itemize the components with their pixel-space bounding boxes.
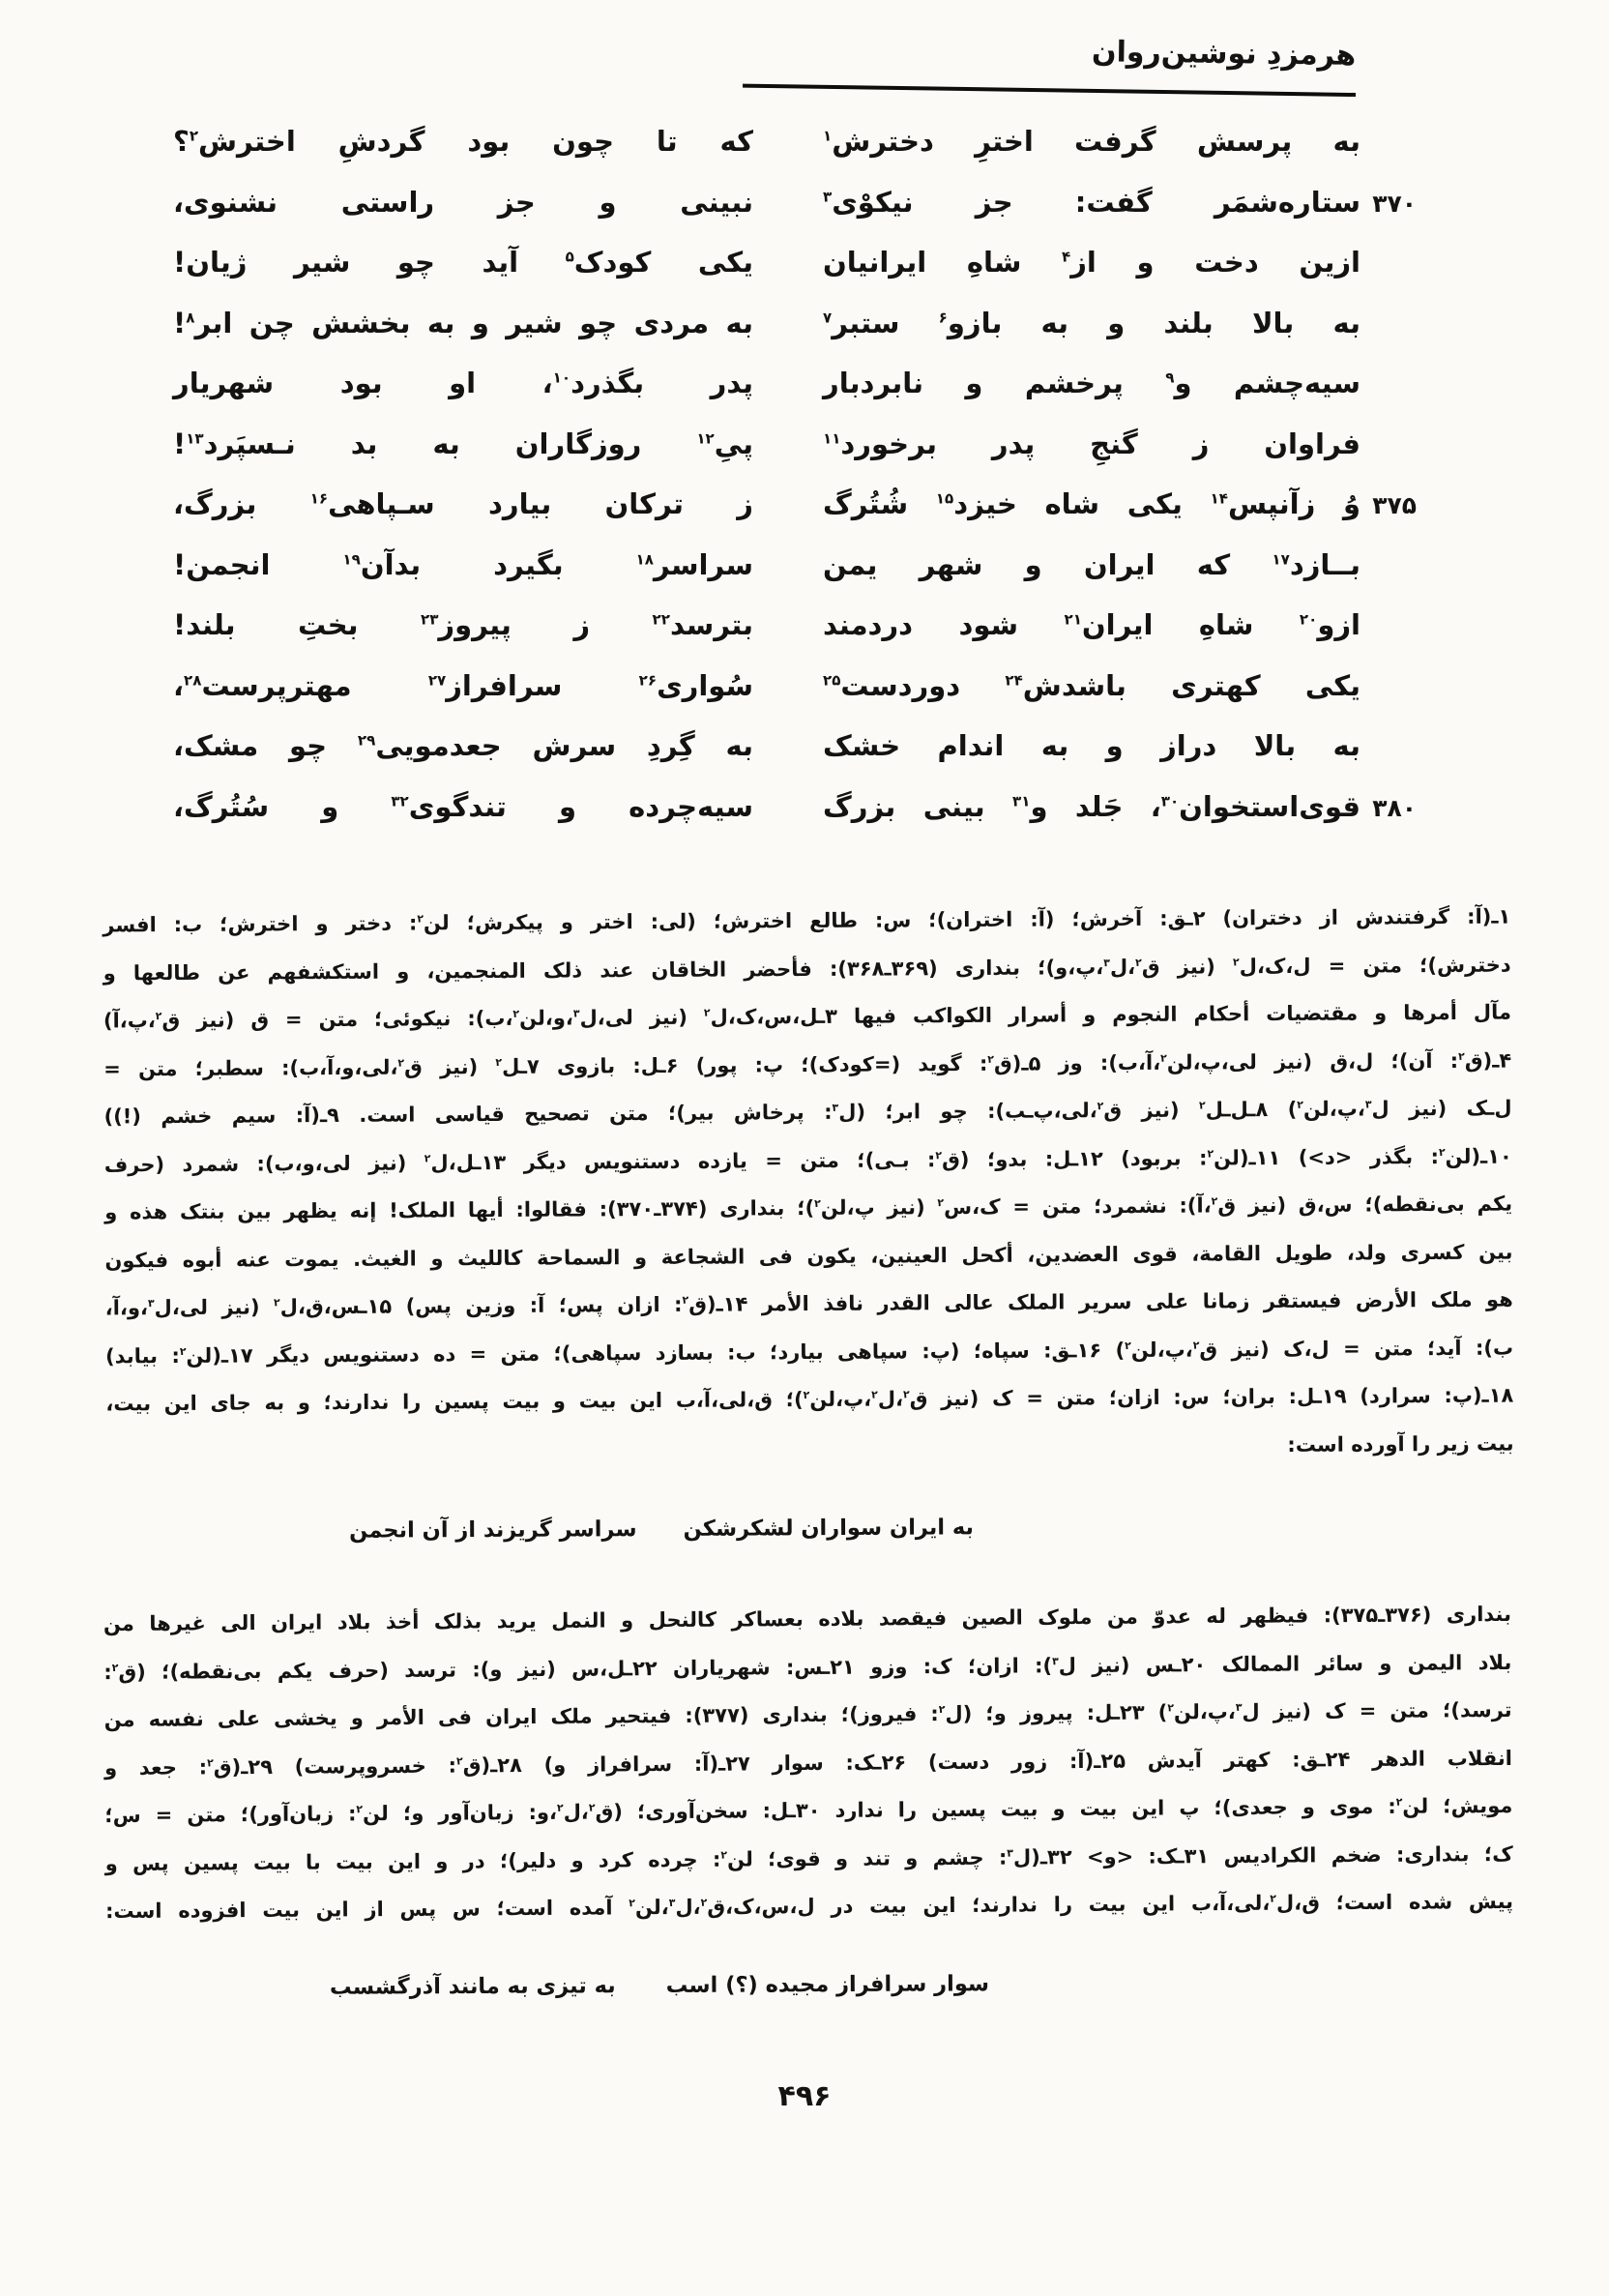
- hemistich-second: به گِردِ سرش جعدمویی$^{۲۹}$ چو مشک،: [173, 729, 754, 762]
- hemistich-first: به بالا دراز و به اندام خشک: [823, 729, 1360, 762]
- poem-couplet: [173, 419, 1417, 480]
- hemistich-second: یکی کودک$^۵$ آید چو شیر ژیان!: [173, 246, 753, 279]
- hemistich-first: یکی کهتری باشدش$^{۲۴}$ دوردست$^{۲۵}$: [823, 668, 1360, 702]
- hemistich-first: به بالا بلند و به بازو$^۶$ ستبر$^۷$: [823, 306, 1360, 339]
- poem-couplet: [173, 721, 1417, 781]
- header-rule: [743, 84, 1356, 97]
- apparatus-line: ک؛ بنداری: ضخم الکرادیس ۳۱ـک: <و> ۳۲ـ(ل$^۳$: چشم و تند و قوی؛ لن$^۲$: چرده کرد و دلیر)؛ در و این بیت با بیت پسین پس و: [104, 1841, 1513, 1875]
- apparatus-line: بیت زیر را آورده است:: [1287, 1431, 1514, 1457]
- apparatus-line: ترسد)؛ متن = ک (نیز ل$^۳$،پ،لن$^۲$) ۲۳ـل: پیروز و؛ (ل$^۲$: فیروز)؛ بنداری (۳۷۷): فیتحیر ملک ایران فی الأمر و یخشی علی نفسه من: [103, 1697, 1512, 1732]
- poem-couplet: [173, 298, 1417, 359]
- hemistich-first: به پرسش گرفت اخترِ دخترش$^۱$: [823, 125, 1360, 158]
- poem-section: [173, 116, 1417, 841]
- poem-couplet: [173, 479, 1417, 540]
- verse-number: [1360, 751, 1417, 755]
- running-header-title: هرمزدِ نوشین‌روان: [1091, 35, 1357, 73]
- verse-number: ۳۷۰: [1372, 189, 1417, 218]
- hemistich-second: به مردی چو شیر و به بخشش چن ابر$^۸$!: [173, 306, 753, 339]
- apparatus-inline-verse: [0, 1969, 1464, 2003]
- verse-number: [1360, 268, 1417, 272]
- verse-number: ۳۷۵: [1372, 491, 1417, 519]
- verse-number: [1360, 389, 1417, 393]
- apparatus-line: دخترش)؛ متن = ل،ک،ل$^۲$ (نیز ق$^۲$،ل$^۳$،پ،و)؛ بنداری (۳۶۹ـ۳۶۸): فأحضر الخاقان عند ذلک المنجمین، و استکشفهم عن طالعها و: [102, 953, 1511, 985]
- hemistich-first: به ایران سواران لشکرشکن: [683, 1515, 975, 1542]
- verse-number: [1360, 450, 1417, 454]
- hemistich-first: ستاره‌شمَر گفت: جز نیکوْی$^۳$: [823, 185, 1360, 219]
- verse-number: ۳۸۰: [1372, 793, 1417, 822]
- poem-couplet: [173, 358, 1417, 419]
- poem-couplet: [173, 116, 1417, 177]
- hemistich-second: نبینی و جز راستی نشنوی،: [173, 185, 753, 219]
- hemistich-second: ز ترکان بیارد سـپاهی$^{۱۶}$ بزرگ،: [173, 487, 753, 520]
- apparatus-line: ۴ـ(ق$^۲$: آن)؛ ل،ق (نیز لی،پ،لن$^۲$،آ،ب): وز ۵ـ(ق$^۲$: گوید (=کودک)؛ پ: پور) ۶ـل: بازوی ۷ـل$^۲$ (نیز ق$^۲$،لی،و،آ،ب): سطبر؛ متن =: [103, 1048, 1512, 1080]
- poem-couplet: [173, 237, 1417, 298]
- poem-couplet: [173, 661, 1417, 721]
- hemistich-second: بترسد$^{۲۲}$ ز پیروز$^{۲۳}$ بختِ بلند!: [173, 608, 753, 641]
- apparatus-block-2: [103, 1591, 1513, 1936]
- apparatus-line: هو ملک الأرض فیستقر زمانا علی سریر الملک عالی القدر نافذ الأمر ۱۴ـ(ق$^۲$: ازان پس؛ آ: وزین پس) ۱۵ـس،ق،ل$^۲$ (نیز لی،ل$^۳$،و،آ،: [104, 1287, 1513, 1320]
- apparatus-line: ۱۸ـ(پ: سرارد) ۱۹ـل: بران؛ س: ازان؛ متن = ک (نیز ق$^۲$،ل$^۲$،پ،لن$^۲$)؛ ق،لی،آ،ب این بیت و بیت پسین را ندارند؛ و به جای این بیت،: [105, 1383, 1514, 1416]
- apparatus-line: مآل أمرها و مقتضیات أحکام النجوم و أسرار الکواکب فیها ۳ـل،س،ک،ل$^۲$ (نیز لی،ل$^۳$،و،لن$^۲$،ب): نیکوئی؛ متن = ق (نیز ق$^۲$،پ،آ): [102, 1000, 1512, 1033]
- apparatus-line: ۱ـ(آ: گرفتندش از دختران) ۲ـق: آخرش؛ (آ: اختران)؛ س: طالع اخترش؛ (لی: اختر و پیکرش؛ لن$^۲$: دختر و اخترش؛ ب: افسر: [102, 904, 1511, 937]
- apparatus-line: بلاد الیمن و سائر الممالک ۲۰ـس (نیز ل$^۳$): ازان؛ ک: وزو ۲۱ـس: شهریاران ۲۲ـل،س (نیز و): ترسد (حرف یکم بی‌نقطه)؛ (ق$^۲$:: [103, 1650, 1512, 1684]
- hemistich-first: ازین دخت و از$^۴$ شاهِ ایرانیان: [823, 246, 1360, 279]
- verse-number: [1360, 692, 1417, 695]
- apparatus-line: ل‌ـک (نیز ل$^۳$،پ،لن$^۲$) ۸ـل‌ـل$^۲$ (نیز ق$^۲$،لی،پ‌ـب): چو ابر؛ (ل$^۳$: پرخاش بیر)؛ متن تصحیح قیاسی است. ۹ـ(آ: سیم خشم (!)): [103, 1096, 1512, 1129]
- hemistich-second: که تا چون بود گردشِ اخترش$^۲$؟: [173, 125, 753, 158]
- apparatus-block-1: [102, 894, 1514, 1477]
- apparatus-line: مویش؛ لن$^۲$: موی و جعدی)؛ پ این بیت و بیت پسین را ندارد ۳۰ـل: سخن‌آوری؛ (ق$^۲$،ل$^۲$،و: زبان‌آور و؛ لن$^۲$: زبان‌آور)؛ متن = س؛: [104, 1793, 1513, 1828]
- hemistich-second: پدر بگذرد$^{۱۰}$، او بود شهریار: [173, 367, 753, 399]
- hemistich-second: به تیزی به مانند آذرگشسب: [329, 1973, 616, 2000]
- apparatus-line: ۱۰ـ(لن$^۲$: بگذر <د>) ۱۱ـ(لن$^۲$: بربود) ۱۲ـل: بدو؛ (ق$^۲$: بـی)؛ متن = یازده دستنویس دیگر ۱۳ـل،ل$^۲$ (نیز لی،و،ب): شمرد (حرف: [103, 1144, 1512, 1176]
- apparatus-line: بنداری (۳۷۶ـ۳۷۵): فیظهر له عدوّ من ملوک الصین فیقصد بلاده بعساکر کالنحل و النمل یرید بذلک أخذ بلاد ایران الی غیرها من: [102, 1602, 1512, 1636]
- hemistich-second: سُواری$^{۲۶}$ سرافراز$^{۲۷}$ مهترپرست$^{۲۸}$،: [173, 668, 753, 702]
- verse-number: [1360, 147, 1417, 151]
- poem-couplet: [173, 781, 1417, 842]
- apparatus-line: پیش شده است؛ ق،ل$^۲$،لی،آ،ب این بیت را ندارند؛ این بیت در ل،س،ک،ق$^۲$،ل$^۳$،لن$^۲$ آمده است؛ س پس از این بیت افزوده است:: [104, 1889, 1514, 1924]
- apparatus-line: ب): آید؛ متن = ل،ک (نیز ق$^۲$،پ،لن$^۲$) ۱۶ـق: سپاه؛ (پ: سپاهی بیارد؛ ب: بسازد سپاهی)؛ متن = ده دستنویس دیگر ۱۷ـ(لن$^۲$: بیابد): [104, 1336, 1514, 1368]
- poem-couplet: [173, 600, 1417, 661]
- hemistich-first: سوار سرافراز مجیده (؟) اسب: [665, 1971, 990, 1998]
- apparatus-line: انقلاب الدهر ۲۴ـق: کهتر آیدش ۲۵ـ(آ: زور دست) ۲۶ـک: سوار ۲۷ـ(آ: سرافراز و) ۲۸ـ(ق$^۲$: خسروپرست) ۲۹ـ(ق$^۲$: جعد و: [103, 1746, 1513, 1780]
- hemistich-first: بــازد$^{۱۷}$ که ایران و شهر یمن: [823, 547, 1360, 581]
- hemistich-second: پیِ$^{۱۲}$ روزگاران به بد نـسپَرد$^{۱۳}$!: [173, 427, 753, 460]
- verse-number: [1360, 631, 1417, 634]
- poem-couplet: [173, 540, 1417, 601]
- verse-number: [1360, 571, 1417, 574]
- hemistich-second: سیه‌چرده و تندگوی$^{۳۲}$ و سُتُرگ،: [173, 789, 753, 823]
- hemistich-first: وُ زآنپس$^{۱۴}$ یکی شاه خیزد$^{۱۵}$ شُتُرگ: [823, 487, 1361, 520]
- apparatus-inline-verse: [0, 1513, 1466, 1546]
- hemistich-second: سراسر$^{۱۸}$ بگیرد بدآن$^{۱۹}$ انجمن!: [173, 547, 753, 581]
- hemistich-first: فراوان ز گنجِ پدر برخورد$^{۱۱}$: [823, 427, 1360, 460]
- hemistich-second: سراسر گریزند از آن انجمن: [348, 1516, 637, 1544]
- apparatus-line: بین کسری ولد، طویل القامة، قوی العضدین، أکحل العینین، یکون فی الشجاعة و السماحة کاللیث و الغیث. یموت عنه أبوه فیکون: [104, 1240, 1513, 1272]
- hemistich-first: ازو$^{۲۰}$ شاهِ ایران$^{۲۱}$ شود دردمند: [823, 608, 1360, 641]
- poem-couplet: [173, 177, 1417, 238]
- verse-number: [1360, 329, 1417, 333]
- hemistich-first: قوی‌استخوان$^{۳۰}$، جَلد و$^{۳۱}$ بینی بزرگ: [823, 789, 1360, 823]
- apparatus-line: یکم بی‌نقطه)؛ س،ق (نیز ق$^۲$،آ): نشمرد؛ متن = ک،س$^۲$ (نیز پ،لن$^۲$)؛ بنداری (۳۷۴ـ۳۷۰): فقالوا: أیها الملک! إنه یظهر بین بنتک هذه و: [104, 1192, 1513, 1224]
- hemistich-first: سیه‌چشم و$^۹$ پرخشم و نابردبار: [823, 367, 1360, 399]
- page-number: ۴۹۶: [777, 2079, 832, 2113]
